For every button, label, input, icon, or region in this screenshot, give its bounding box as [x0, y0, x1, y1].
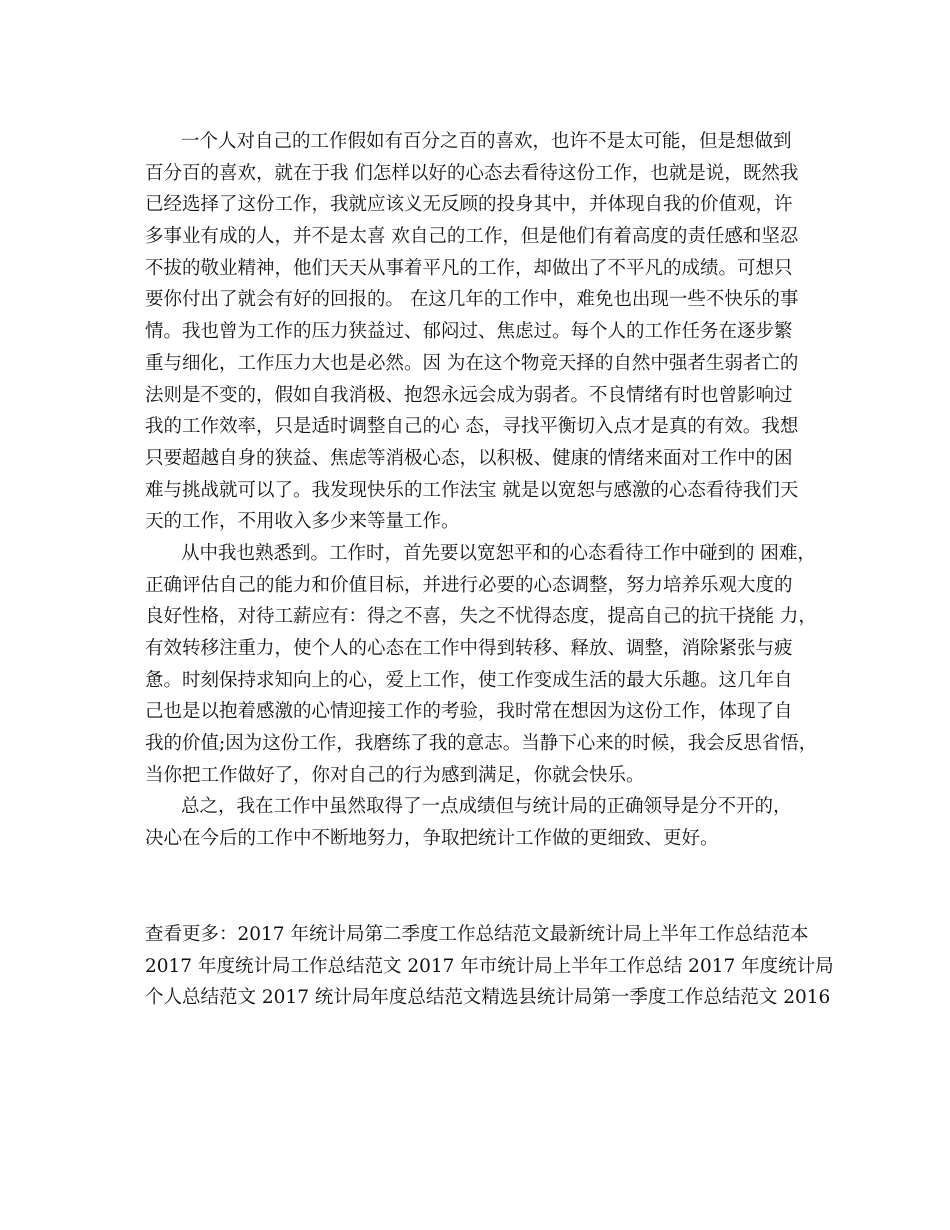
paragraph-3: [145, 791, 825, 854]
text-line: 正确评估自己的能力和价值目标，并进行必要的心态调整，努力培养乐观大度的: [145, 574, 793, 596]
text-line: 只要超越自身的狭益、焦虑等消极心态，以积极、健康的情绪来面对工作中的困: [145, 447, 793, 469]
text-line: 良好性格，对待工薪应有：得之不喜，失之不忧得态度，提高自己的抗干挠能 力，: [145, 606, 817, 628]
text-line: 从中我也熟悉到。工作时，首先要以宽恕平和的心态看待工作中碰到的 困难，: [181, 542, 816, 564]
text-line: 决心在今后的工作中不断地努力，争取把统计工作做的更细致、更好。: [145, 828, 719, 850]
text-line: 百分百的喜欢，就在于我 们怎样以好的心态去看待这份工作，也就是说，既然我: [145, 162, 799, 184]
text-line: 有效转移注重力，使个人的心态在工作中得到转移、释放、调整，消除紧张与疲: [145, 638, 793, 659]
text-line: 惫。时刻保持求知向上的心，爱上工作，使工作变成生活的最大乐趣。这几年自: [145, 669, 793, 691]
paragraph-2: [145, 538, 825, 792]
paragraph-1: [145, 126, 825, 538]
see-more-line: 2017 年度统计局工作总结范文 2017 年市统计局上半年工作总结 2017 年度统计局: [145, 955, 834, 977]
document-body: [145, 126, 825, 855]
see-more-line: 个人总结范文 2017 统计局年度总结范文精选县统计局第一季度工作总结范文 2016: [145, 987, 831, 1009]
see-more-section: [145, 919, 835, 1014]
text-line: 不拔的敬业精神，他们天天从事着平凡的工作，却做出了不平凡的成绩。可想只: [145, 257, 793, 279]
text-line: 法则是不变的，假如自我消极、抱怨永远会成为弱者。不良情绪有时也曾影响过: [145, 384, 793, 406]
text-line: 我的工作效率，只是适时调整自己的心 态，寻找平衡切入点才是真的有效。我想: [145, 416, 799, 438]
text-line: 已经选择了这份工作，我就应该义无反顾的投身其中，并体现自我的价值观，许: [145, 194, 793, 216]
text-line: 一个人对自己的工作假如有百分之百的喜欢，也许不是太可能，但是想做到: [181, 131, 792, 152]
text-line: 我的价值;因为这份工作，我磨练了我的意志。当静下心来的时候，我会反思省悟，: [145, 733, 818, 755]
text-line: 要你付出了就会有好的回报的。 在这几年的工作中，难免也出现一些不快乐的事: [145, 289, 799, 311]
text-line: 多事业有成的人，并不是太喜 欢自己的工作，但是他们有着高度的责任感和坚忍: [145, 226, 799, 248]
text-line: 重与细化，工作压力大也是必然。因 为在这个物竞天择的自然中强者生弱者亡的: [145, 352, 799, 374]
text-line: 天的工作，不用收入多少来等量工作。: [145, 511, 460, 533]
text-line: 情。我也曾为工作的压力狭益过、郁闷过、焦虑过。每个人的工作任务在逐步繁: [145, 321, 793, 343]
text-line: 己也是以抱着感激的心情迎接工作的考验，我时常在想因为这份工作，体现了自: [145, 701, 793, 723]
see-more-line: 查看更多：2017 年统计局第二季度工作总结范文最新统计局上半年工作总结范本: [145, 924, 809, 945]
text-line: 总之，我在工作中虽然取得了一点成绩但与统计局的正确领导是分不开的，: [181, 796, 792, 818]
text-line: 当你把工作做好了，你对自己的行为感到满足，你就会快乐。: [145, 764, 645, 786]
text-line: 难与挑战就可以了。我发现快乐的工作法宝 就是以宽恕与感激的心态看待我们天: [145, 479, 799, 501]
